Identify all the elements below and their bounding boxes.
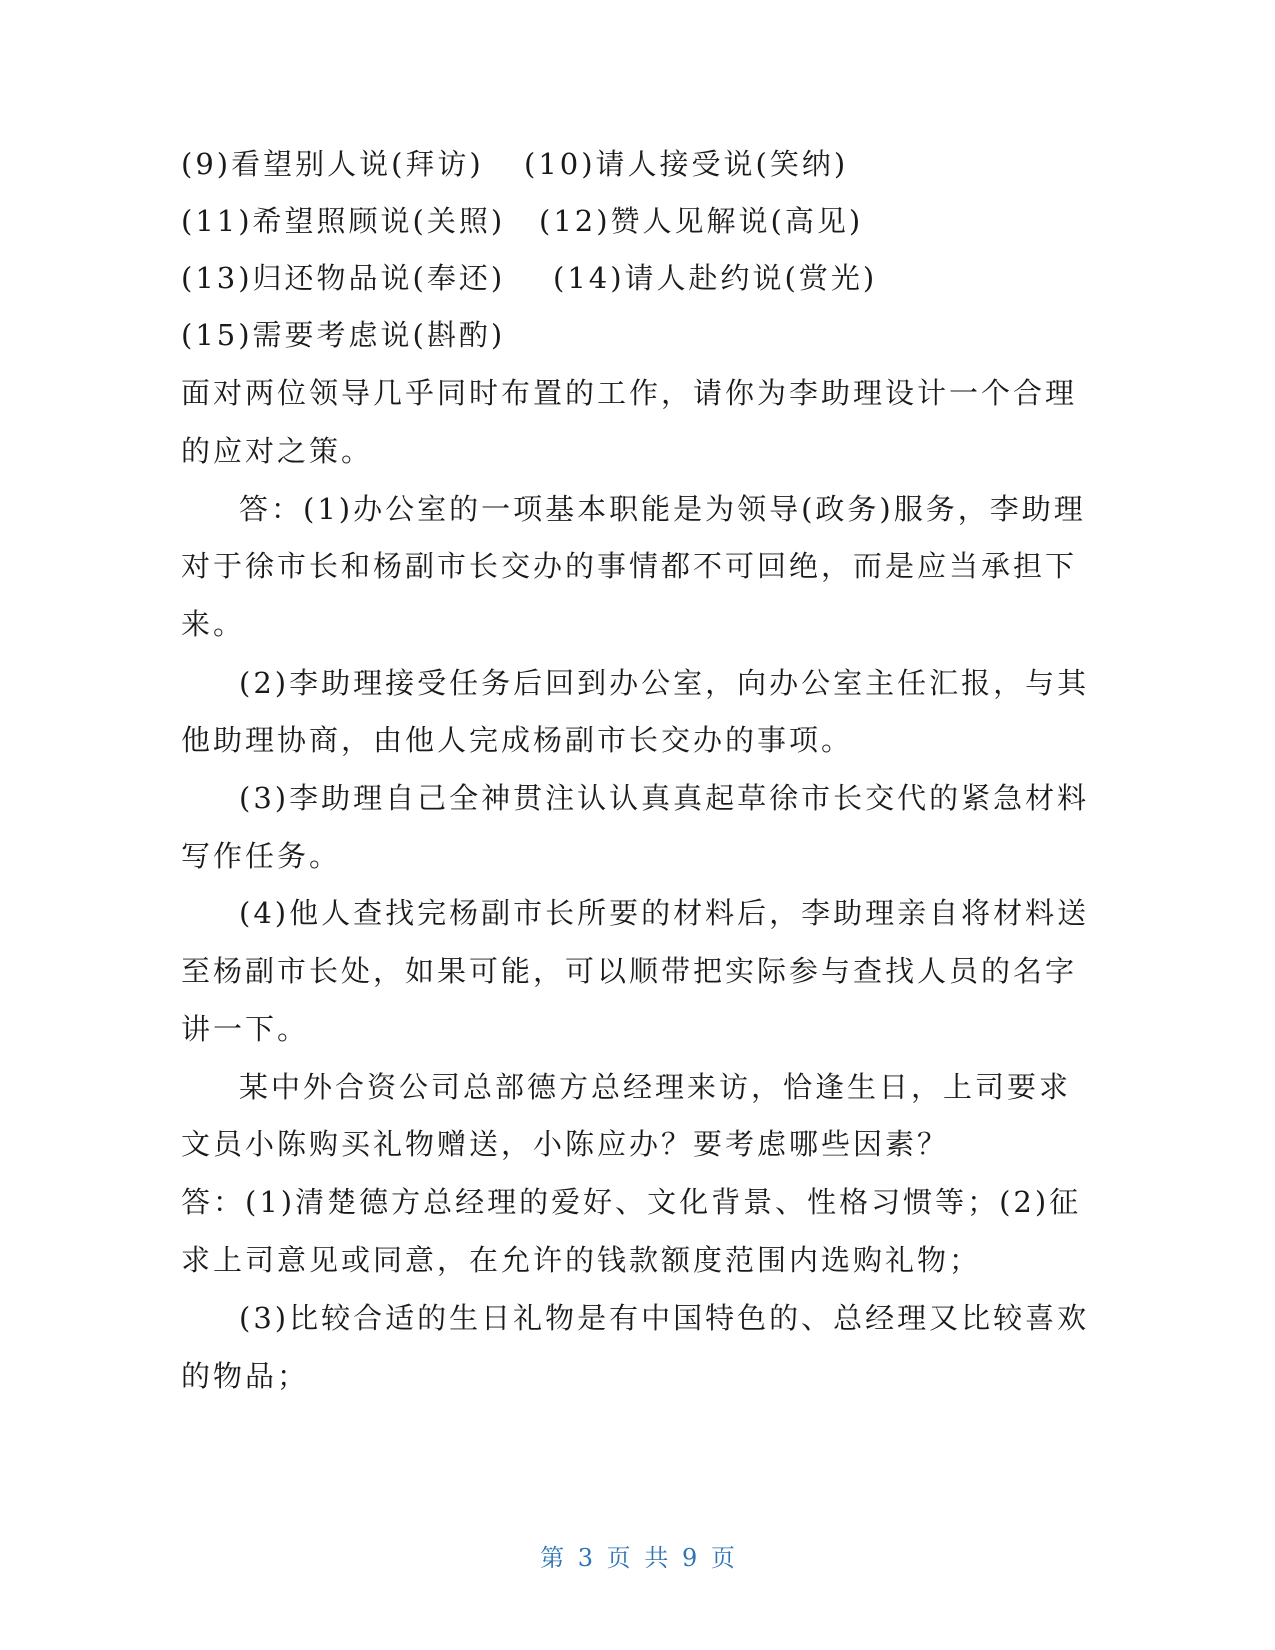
- answer1-line: 他助理协商，由他人完成杨副市长交办的事项。: [181, 723, 854, 757]
- answer1-line: 答：(1)办公室的一项基本职能是为领导(政务)服务，李助理: [239, 492, 1086, 526]
- question1-line: 的应对之策。: [181, 434, 374, 468]
- term-12: (12)赞人见解说(高见): [539, 204, 864, 238]
- term-14: (14)请人赴约说(赏光): [553, 261, 878, 295]
- answer2-line: (3)比较合适的生日礼物是有中国特色的、总经理又比较喜欢: [239, 1301, 1090, 1335]
- answer1-line: (2)李助理接受任务后回到办公室，向办公室主任汇报，与其: [239, 666, 1090, 700]
- footer-label: 第: [540, 1544, 565, 1572]
- answer1-line: 对于徐市长和杨副市长交办的事情都不可回绝，而是应当承担下: [181, 549, 1078, 583]
- answer1-line: 来。: [181, 607, 246, 641]
- footer-label: 页: [710, 1544, 735, 1572]
- question2-line: 某中外合资公司总部德方总经理来访，恰逢生日，上司要求: [239, 1070, 1072, 1104]
- current-page-number: 3: [577, 1544, 594, 1572]
- term-13: (13)归还物品说(奉还): [181, 261, 506, 295]
- page-footer: [0, 1541, 1275, 1575]
- answer1-line: 讲一下。: [181, 1012, 310, 1046]
- footer-label: 共: [644, 1544, 669, 1572]
- term-10: (10)请人接受说(笑纳): [524, 147, 849, 181]
- total-pages-number: 9: [681, 1544, 698, 1572]
- answer1-line: (3)李助理自己全神贯注认认真真起草徐市长交代的紧急材料: [239, 781, 1090, 815]
- answer2-line: 求上司意见或同意，在允许的钱款额度范围内选购礼物；: [181, 1243, 982, 1277]
- answer2-line: 的物品；: [181, 1359, 310, 1393]
- question1-line: 面对两位领导几乎同时布置的工作，请你为李助理设计一个合理: [181, 376, 1078, 410]
- answer1-line: 写作任务。: [181, 839, 342, 873]
- answer2-line: 答：(1)清楚德方总经理的爱好、文化背景、性格习惯等；(2)征: [181, 1185, 1082, 1219]
- answer1-line: (4)他人查找完杨副市长所要的材料后，李助理亲自将材料送: [239, 896, 1090, 930]
- question2-line: 文员小陈购买礼物赠送，小陈应办？要考虑哪些因素？: [181, 1127, 950, 1161]
- footer-label: 页: [606, 1544, 631, 1572]
- term-15: (15)需要考虑说(斟酌): [181, 318, 506, 352]
- term-9: (9)看望别人说(拜访): [181, 147, 484, 181]
- term-11: (11)希望照顾说(关照): [181, 204, 506, 238]
- answer1-line: 至杨副市长处，如果可能，可以顺带把实际参与查找人员的名字: [181, 954, 1078, 988]
